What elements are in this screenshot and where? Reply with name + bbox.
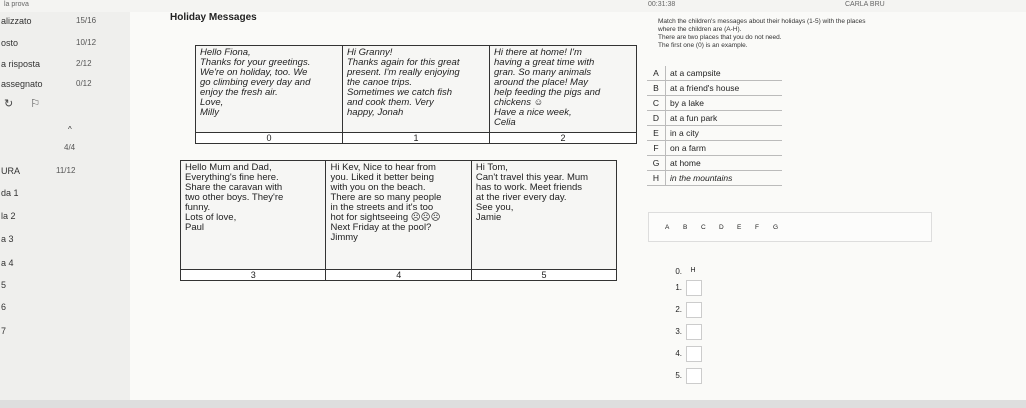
collapse-toggle[interactable] <box>0 125 130 139</box>
letter-chip[interactable]: F <box>755 224 759 231</box>
answer-drop-box[interactable] <box>686 368 702 384</box>
message-number: 3 <box>181 270 326 281</box>
place-row: D at a fun park <box>647 111 782 126</box>
chevron-up-icon: ^ <box>68 125 72 134</box>
place-row-example: H in the mountains <box>647 171 782 186</box>
question-content: Holiday Messages Hello Fiona, Thanks for your greetings. We're on holiday, too. We go climbing every day and enjoy the fresh air. Love, Milly Hi Granny! Thanks again for this great present. I'm really enjoying the canoe trips. Sometimes we catch fish and cook them. Very happy, Jonah Hi there at home! I'm having a great time with gran. So many animals around the place! May help feeding the pigs and chickens ☺ Have a nice week, Celia 0 1 2 Hello Mum and Dad, Everything's fine here. Share the caravan with two other boys. They're funny. Lots of love, Paul Hi Kev, Nice to hear from you. Liked it better being with you on the beach. There are so many people in the streets and it's too hot for sightseeing ☹☹☹ Next Friday at the pool? Jimmy Hi Tom, Can't travel this year. Mum has to work. Meet friends at the river every day. See you, Jamie 3 4 5 Match the children's messages about their holidays (1-5) with the places where the children are (A-H). There are two places that you do not need. The first one (0) is an example. A at a campsite B at a friend's house C by a lake D at a fun park E in a city F on a farm G at home H in the mountains A B C D E F G 0. H 1. 2. 3. 4. 5. <box>130 12 1026 408</box>
sidebar-item[interactable]: a 3 <box>1 234 14 244</box>
letter-chip[interactable]: D <box>719 224 724 231</box>
message-number: 4 <box>326 270 471 281</box>
answer-drop-box[interactable] <box>686 302 702 318</box>
message-cell: Hi Tom, Can't travel this year. Mum has to work. Meet friends at the river every day. See you, Jamie <box>471 161 616 270</box>
sidebar-item[interactable]: a risposta 2/12 <box>1 59 92 69</box>
exam-name: la prova <box>4 1 29 8</box>
message-cell: Hi Granny! Thanks again for this great present. I'm really enjoying the canoe trips. Sometimes we catch fish and cook them. Very happy, Jonah <box>343 46 490 133</box>
letter-chip[interactable]: B <box>683 224 688 231</box>
sidebar-item[interactable]: osto 10/12 <box>1 38 97 48</box>
sidebar-item[interactable]: da 1 <box>1 188 19 198</box>
message-number: 5 <box>471 270 616 281</box>
sidebar-tools <box>4 97 54 110</box>
message-number: 1 <box>343 133 490 144</box>
message-cell: Hi Kev, Nice to hear from you. Liked it better being with you on the beach. There are so many people in the streets and it's too hot for sightseeing ☹☹☹ Next Friday at the pool? Jimmy <box>326 161 471 270</box>
messages-table-2 <box>180 160 617 281</box>
message-cell: Hi there at home! I'm having a great time with gran. So many animals around the place! May help feeding the pigs and chickens ☺ Have a nice week, Celia <box>490 46 637 133</box>
letter-chip[interactable]: A <box>665 224 670 231</box>
letter-chip[interactable]: C <box>701 224 706 231</box>
letter-chip[interactable]: G <box>773 224 779 231</box>
timer: 00:31:38 <box>648 1 676 8</box>
question-sidebar <box>0 12 130 408</box>
letter-chip[interactable]: E <box>737 224 742 231</box>
answer-drop-box[interactable] <box>686 324 702 340</box>
message-number: 0 <box>196 133 343 144</box>
bottom-bar <box>0 400 1026 408</box>
instructions: Match the children's messages about their holidays (1-5) with the places where the children are (A-H). There are two places that you do not need. The first one (0) is an example. <box>658 18 866 49</box>
letter-options <box>648 212 932 242</box>
place-row: G at home <box>647 156 782 171</box>
sidebar-item[interactable]: 5 <box>1 280 7 290</box>
sidebar-item[interactable]: assegnato 0/12 <box>1 79 92 89</box>
document-title: Holiday Messages <box>170 12 257 23</box>
answer-slot: H <box>690 267 696 274</box>
sidebar-item[interactable]: alizzato 15/16 <box>1 16 97 26</box>
user-name[interactable]: CARLA BRU <box>845 1 885 8</box>
place-row: A at a campsite <box>647 66 782 81</box>
sidebar-item[interactable]: a 4 <box>1 258 14 268</box>
sidebar-item[interactable]: 4/4 <box>64 143 76 152</box>
answer-drop-box[interactable] <box>686 346 702 362</box>
place-row: C by a lake <box>647 96 782 111</box>
sidebar-item[interactable]: 6 <box>1 302 7 312</box>
message-cell: Hello Mum and Dad, Everything's fine here. Share the caravan with two other boys. They're funny. Lots of love, Paul <box>181 161 326 270</box>
places-list <box>647 66 782 186</box>
place-row: E in a city <box>647 126 782 141</box>
sidebar-item[interactable]: la 2 <box>1 211 16 221</box>
place-row: B at a friend's house <box>647 81 782 96</box>
circle-arrow-icon[interactable]: ↻ <box>4 98 14 110</box>
answer-drop-box[interactable] <box>686 280 702 296</box>
flag-icon[interactable]: ⚐ <box>30 98 41 110</box>
place-row: F on a farm <box>647 141 782 156</box>
messages-table-1 <box>195 45 637 144</box>
message-cell: Hello Fiona, Thanks for your greetings. We're on holiday, too. We go climbing every day and enjoy the fresh air. Love, Milly <box>196 46 343 133</box>
sidebar-item[interactable]: 7 <box>1 326 7 336</box>
message-number: 2 <box>490 133 637 144</box>
sidebar-item[interactable]: URA 11/12 <box>1 166 76 176</box>
